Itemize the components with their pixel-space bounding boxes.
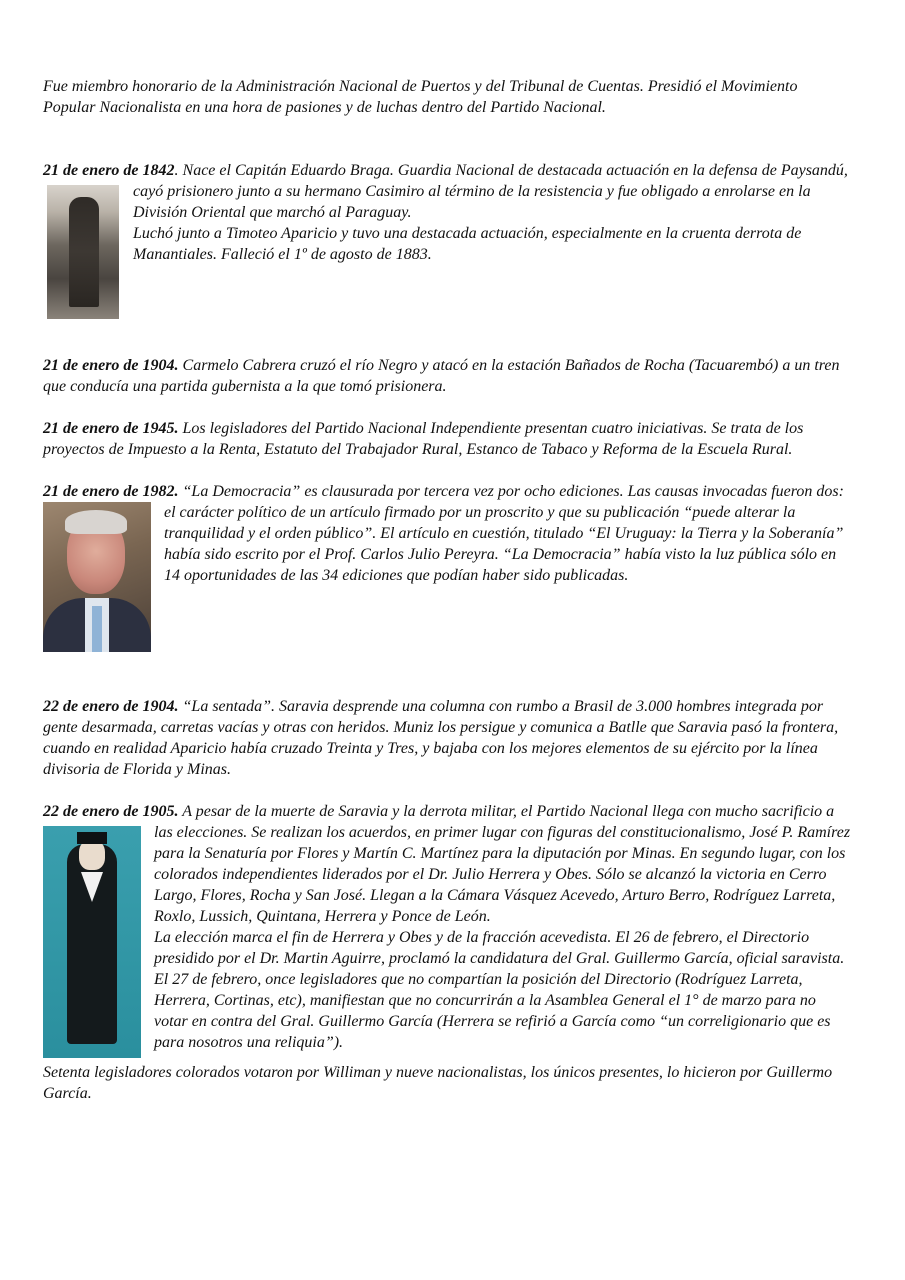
- entry-text: “La sentada”. Saravia desprende una columna con rumbo a Brasil de 3.000 hombres integrada por gente desarmada, carretas vacías y otras con heridos. Muniz los persigue y comunica a Batlle que Saravia pasó la frontera, cuando en realidad Aparicio había cruzado Treinta y Tres, y bajaba con los mejores elementos de su ejército por la línea divisoria de Florida y Minas.: [43, 698, 839, 778]
- photo-holder: [43, 181, 133, 321]
- document-page: [43, 76, 853, 1104]
- entry-text: . Nace el Capitán Eduardo Braga. Guardia Nacional de destacada actuación en la defensa de Paysandú, cayó prisionero junto a su hermano Casimiro al término de la resistencia y fue obligado a enrolarse en la División Oriental que marchó al Paraguay.: [133, 162, 848, 221]
- photo-holder: [43, 822, 154, 1062]
- entry-date: 21 de enero de 1842: [43, 162, 175, 179]
- entry-date: 21 de enero de 1945.: [43, 420, 179, 437]
- intro-paragraph: Fue miembro honorario de la Administración Nacional de Puertos y del Tribunal de Cuentas. Presidió el Movimiento Popular Nacionalista en una hora de pasiones y de luchas dentro del Partido Nacional.: [43, 78, 798, 116]
- entry-date: 22 de enero de 1904.: [43, 698, 179, 715]
- entry-1842: [43, 160, 853, 321]
- entry-text-continued: La elección marca el fin de Herrera y Obes y de la fracción acevedista. El 26 de febrero, el Directorio presidido por el Dr. Martin Aguirre, proclamó la candidatura del Gral. Guillermo García, oficial saravista.: [154, 929, 845, 967]
- entry-text: “La Democracia” es clausurada por tercera vez por ocho ediciones. Las causas invocadas fueron dos: el carácter político de un artículo firmado por un proscrito y que su publicación “puede alterar la tranquilidad y el orden público”. El artículo en cuestión, titulado “El Uruguay: la Tierra y la Soberanía” había sido escrito por el Prof. Carlos Julio Pereyra. “La Democracia” había visto la luz pública sólo en 14 oportunidades de las 34 ediciones que podían haber sido publicadas.: [164, 483, 844, 584]
- entry-1904-jan21: [43, 355, 853, 397]
- entry-text-continued: Luchó junto a Timoteo Aparicio y tuvo una destacada actuación, especialmente en la cruenta derrota de Manantiales. Falleció el 1º de agosto de 1883.: [133, 225, 802, 263]
- entry-date: 22 de enero de 1905.: [43, 803, 179, 820]
- entry-text: Los legisladores del Partido Nacional Independiente presentan cuatro iniciativas. Se trata de los proyectos de Impuesto a la Renta, Estatuto del Trabajador Rural, Estanco de Tabaco y Reforma de la Escuela Rural.: [43, 420, 804, 458]
- entry-1945: [43, 418, 853, 460]
- entry-date: 21 de enero de 1904.: [43, 357, 179, 374]
- entry-1904-jan22: [43, 696, 853, 780]
- entry-1905: [43, 801, 853, 1104]
- entry-date: 21 de enero de 1982.: [43, 483, 179, 500]
- braga-portrait-photo: [47, 185, 119, 319]
- entry-text: A pesar de la muerte de Saravia y la derrota militar, el Partido Nacional llega con mucho sacrificio a las elecciones. Se realizan los acuerdos, en primer lugar con figuras del constitucionalismo, José P. Ramírez para la Senaturía por Flores y Martín C. Martínez para la diputación por Minas. En segundo lugar, con los colorados independientes liderados por el Dr. Julio Herrera y Obes. Sólo se alcanzó la victoria en Cerro Largo, Flores, Rocha y San José. Llegan a la Cámara Vásquez Acevedo, Arturo Berro, Rodríguez Larreta, Roxlo, Lussich, Quintana, Herrera y Ponce de León.: [154, 803, 851, 925]
- entry-text: Carmelo Cabrera cruzó el río Negro y atacó en la estación Bañados de Rocha (Tacuarembó) a un tren que conducía una partida gubernista a la que tomó prisionera.: [43, 357, 840, 395]
- garcia-portrait-photo: [43, 826, 141, 1058]
- entry-1982: [43, 481, 853, 654]
- democracia-author-photo: [43, 502, 151, 652]
- entry-text-continued: Setenta legisladores colorados votaron por Williman y nueve nacionalistas, los únicos presentes, lo hicieron por Guillermo García.: [43, 1064, 833, 1102]
- entry-text-continued: El 27 de febrero, once legisladores que no compartían la posición del Directorio (Rodríguez Larreta, Herrera, Cortinas, etc), manifiestan que no concurrirán a la Asamblea General el 1° de marzo para no votar en contra del Gral. Guillermo García (Herrera se refirió a García como “un correligionario que es para nosotros una reliquia”).: [154, 971, 831, 1051]
- photo-holder: [43, 502, 164, 654]
